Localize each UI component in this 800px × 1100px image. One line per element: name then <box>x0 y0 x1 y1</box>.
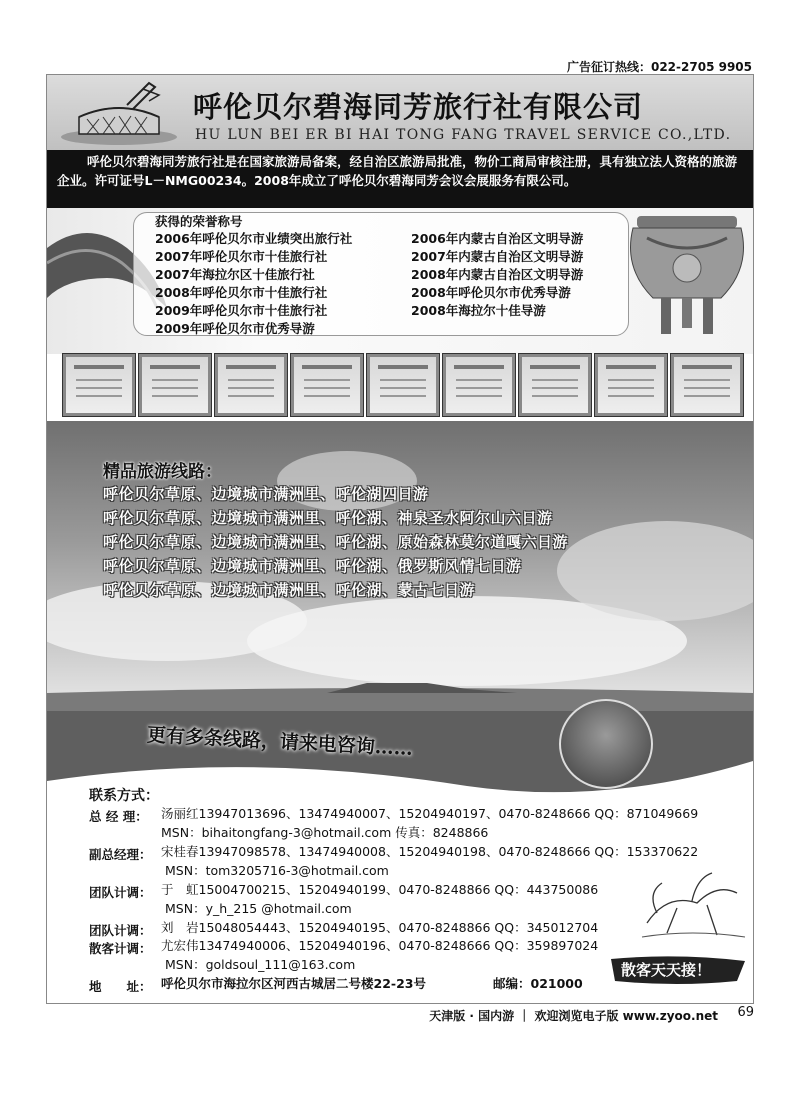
address-text: 呼伦贝尔市海拉尔区河西古城居二号楼22-23号 <box>161 976 426 991</box>
individual-label: 散客计调： <box>89 941 152 956</box>
yurt-logo-icon <box>59 79 189 149</box>
individual-contact: 尤宏伟13474940006、15204940196、0470-8248666 QQ：359897024 <box>161 938 599 953</box>
team1-label: 团队计调： <box>89 885 152 900</box>
certificate-image <box>215 354 287 416</box>
grassland-photo <box>47 421 753 821</box>
route-item-4: 呼伦贝尔草原、边境城市满洲里、呼伦湖、俄罗斯风情七日游 <box>103 557 522 575</box>
walk-in-badge <box>607 953 747 987</box>
more-routes-slogan: 更有多条线路，请来电咨询…… <box>146 724 414 760</box>
lake-inset-image <box>559 699 653 789</box>
route-item-5: 呼伦贝尔草原、边境城市满洲里、呼伦湖、蒙古七日游 <box>103 581 476 599</box>
certificate-image <box>367 354 439 416</box>
address-label: 地 址： <box>89 979 152 994</box>
footer-text: 天津版 · 国内游 ｜ 欢迎浏览电子版 www.zyoo.net <box>429 1009 718 1023</box>
honor-right-5: 2008年海拉尔十佳导游 <box>411 303 546 318</box>
honor-left-5: 2009年呼伦贝尔市十佳旅行社 <box>155 303 328 318</box>
gm-label: 总 经 理： <box>89 809 148 824</box>
vgm-msn: MSN：tom3205716-3@hotmail.com <box>165 863 389 878</box>
individual-msn: MSN：goldsoul_111@163.com <box>165 957 356 972</box>
certificate-row <box>61 354 741 418</box>
honors-title: 获得的荣誉称号 <box>155 214 243 229</box>
gm-contact: 汤丽红13947013696、13474940007、15204940197、0470-8248666 QQ：871049669 <box>161 806 699 821</box>
honor-left-2: 2007年呼伦贝尔市十佳旅行社 <box>155 249 328 264</box>
team1-msn: MSN：y_h_215 @hotmail.com <box>165 901 352 916</box>
team2-contact: 刘 岩15048054443、15204940195、0470-8248866 QQ：345012704 <box>161 920 599 935</box>
travel-agency-ad <box>46 74 754 1004</box>
honor-right-2: 2007年内蒙古自治区文明导游 <box>411 249 584 264</box>
honor-left-6: 2009年呼伦贝尔市优秀导游 <box>155 321 315 336</box>
vgm-label: 副总经理： <box>89 847 152 862</box>
certificate-image <box>519 354 591 416</box>
route-item-1: 呼伦贝尔草原、边境城市满洲里、呼伦湖四日游 <box>103 485 429 503</box>
ad-hotline: 广告征订热线：022-2705 9905 <box>566 60 752 74</box>
team2-label: 团队计调： <box>89 923 152 938</box>
certificate-image <box>443 354 515 416</box>
honor-right-3: 2008年内蒙古自治区文明导游 <box>411 267 584 282</box>
certificate-image <box>671 354 743 416</box>
ad-header <box>47 75 753 153</box>
gm-msn: MSN：bihaitongfang-3@hotmail.com 传真：8248866 <box>161 825 489 840</box>
certificate-image <box>63 354 135 416</box>
route-item-3: 呼伦贝尔草原、边境城市满洲里、呼伦湖、原始森林莫尔道嘎六日游 <box>103 533 569 551</box>
honor-right-4: 2008年呼伦贝尔市优秀导游 <box>411 285 571 300</box>
contact-title: 联系方式： <box>89 788 159 804</box>
bronze-urn-image <box>623 208 751 348</box>
company-name-cn: 呼伦贝尔碧海同芳旅行社有限公司 <box>193 90 644 124</box>
honors-section <box>47 208 753 354</box>
honor-left-1: 2006年呼伦贝尔市业绩突出旅行社 <box>155 231 353 246</box>
company-intro <box>47 150 753 208</box>
honor-right-1: 2006年内蒙古自治区文明导游 <box>411 231 584 246</box>
certificate-image <box>139 354 211 416</box>
horse-rider-sketch-image <box>637 863 747 943</box>
route-item-2: 呼伦贝尔草原、边境城市满洲里、呼伦湖、神泉圣水阿尔山六日游 <box>103 509 553 527</box>
honor-left-4: 2008年呼伦贝尔市十佳旅行社 <box>155 285 328 300</box>
badge-text: 散客天天接！ <box>621 961 712 979</box>
certificate-image <box>291 354 363 416</box>
team1-contact: 于 虹15004700215、15204940199、0470-8248866 QQ：443750086 <box>161 882 599 897</box>
routes-title: 精品旅游线路： <box>103 462 222 482</box>
company-name-en: HU LUN BEI ER BI HAI TONG FANG TRAVEL SERVICE CO.,LTD. <box>195 127 732 143</box>
intro-text: 呼伦贝尔碧海同芳旅行社是在国家旅游局备案，经自治区旅游局批准，物价工商局审核注册，具有独立法人资格的旅游企业。许可证号L－NMG00234。2008年成立了呼伦贝尔碧海同芳会议会展服务有限公司。 <box>57 154 738 188</box>
honor-left-3: 2007年海拉尔区十佳旅行社 <box>155 267 315 282</box>
page-number: 69 <box>737 1005 754 1020</box>
certificate-image <box>595 354 667 416</box>
vgm-contact: 宋桂春13947098578、13474940008、15204940198、0470-8248666 QQ：153370622 <box>161 844 699 859</box>
zip-code: 邮编：021000 <box>493 976 583 991</box>
